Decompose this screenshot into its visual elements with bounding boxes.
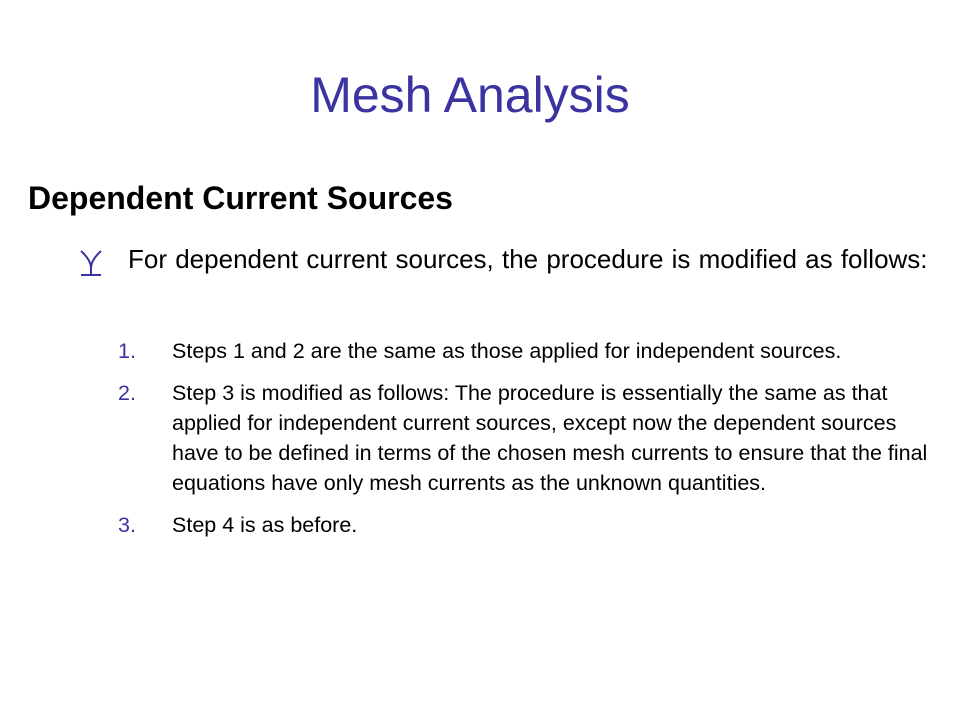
step-text: Step 3 is modified as follows: The procedure is essentially the same as that applied for independent current sources, except now the dependent sources have to be defined in terms of the chosen mesh currents to ensure that the final equations have only mesh currents as the unknown quantities. <box>172 381 928 495</box>
step-number: 3. <box>118 513 136 537</box>
step-number: 2. <box>118 381 136 405</box>
section-heading: Dependent Current Sources <box>28 180 453 216</box>
step-text: Steps 1 and 2 are the same as those applied for independent sources. <box>172 339 842 363</box>
bullet-text: For dependent current sources, the procedure is modified as follows: <box>128 244 928 274</box>
steps-list <box>118 336 938 552</box>
list-item <box>118 378 938 498</box>
list-item <box>118 336 938 366</box>
bullet-item <box>78 240 948 278</box>
yoke-bullet-icon <box>78 248 104 278</box>
slide-title: Mesh Analysis <box>310 67 630 123</box>
step-text: Step 4 is as before. <box>172 513 358 537</box>
step-number: 1. <box>118 339 136 363</box>
list-item <box>118 510 938 540</box>
